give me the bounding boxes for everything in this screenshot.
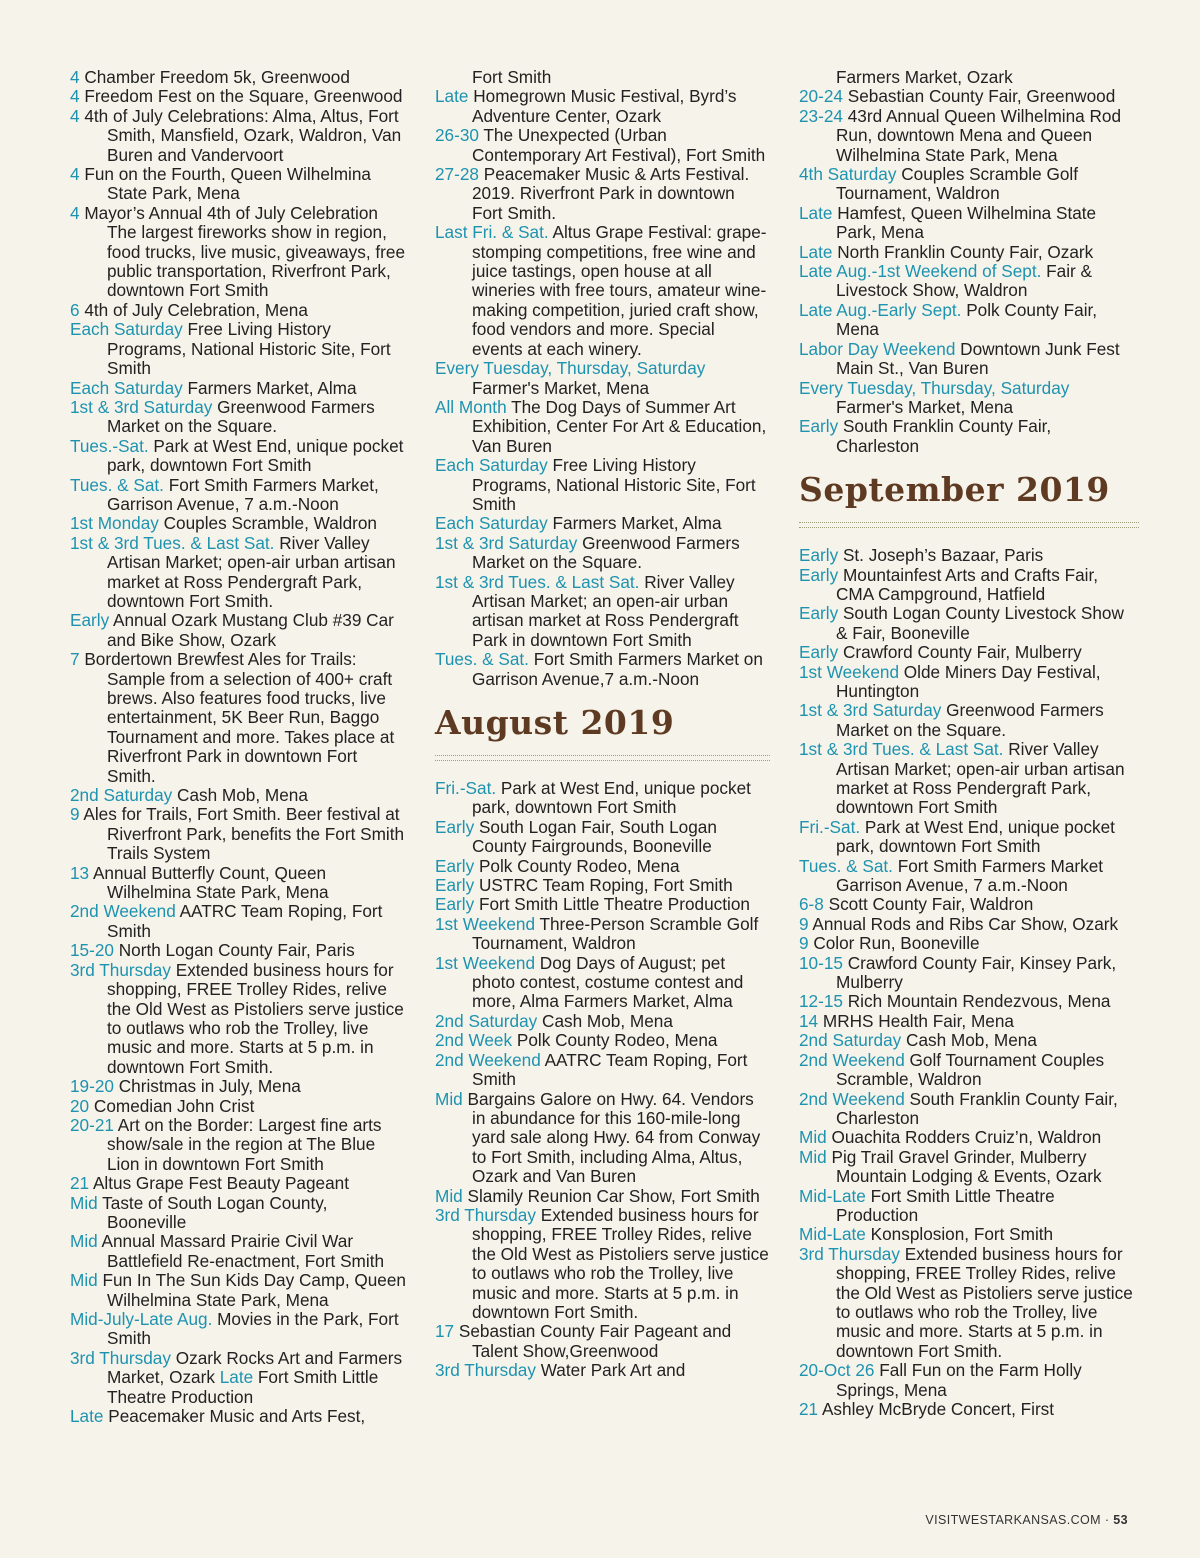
event-description: Color Run, Booneville [808, 933, 980, 954]
event-entry [435, 534, 770, 573]
event-description: Fun In The Sun Kids Day Camp, Queen Wilhelmina State Park, Mena [97, 1270, 406, 1310]
event-date: Mid [799, 1146, 827, 1167]
event-date: 27-28 [435, 164, 479, 185]
event-description: Comedian John Crist [89, 1095, 255, 1116]
event-entry [799, 915, 1139, 934]
event-entry [70, 301, 410, 320]
event-description: Farmers Market, Alma [182, 377, 357, 398]
event-entry [799, 857, 1139, 896]
event-description: Fall Fun on the Farm Holly Springs, Mena [836, 1360, 1082, 1400]
event-description: Park at West End, unique pocket park, downtown Fort Smith [472, 778, 751, 818]
event-entry [435, 1051, 770, 1090]
event-description: The Dog Days of Summer Art Exhibition, Center For Art & Education, Van Buren [472, 396, 767, 456]
event-entry [799, 1148, 1139, 1187]
event-description: AATRC Team Roping, Fort Smith [472, 1049, 748, 1090]
event-entry [435, 1361, 770, 1380]
event-description: Crawford County Fair, Mulberry [838, 642, 1082, 663]
event-date: 4th Saturday [799, 164, 897, 185]
event-date: 1st Weekend [799, 661, 900, 682]
event-entry [799, 262, 1139, 301]
event-date: Every Tuesday, Thursday, Saturday [799, 377, 1070, 398]
event-entry [799, 204, 1139, 243]
event-description: Greenwood Farmers Market on the Square. [107, 396, 375, 437]
event-date: 3rd Thursday [70, 959, 171, 980]
event-description: River Valley Artisan Market; open-air urban artisan market at Ross Pendergraft Park, downtown Fort Smith. [107, 532, 396, 611]
event-description: Fort Smith Farmers Market Garrison Avenue, 7 a.m.-Noon [836, 855, 1104, 896]
event-date: 19-20 [70, 1076, 114, 1097]
event-description: River Valley Artisan Market; open-air urban artisan market at Ross Pendergraft Park, downtown Fort Smith [836, 739, 1125, 818]
event-date: Mid-July-Late Aug. [70, 1309, 213, 1329]
event-entry [70, 514, 410, 533]
event-entry [799, 1051, 1139, 1090]
event-date: 1st Weekend [435, 952, 536, 973]
event-description: Fort Smith Farmers Market, Garrison Avenue, 7 a.m.-Noon [107, 474, 379, 514]
event-date: 20 [70, 1095, 90, 1116]
event-description: Park at West End, unique pocket park, downtown Fort Smith [836, 816, 1115, 857]
event-entry [70, 534, 410, 612]
event-description: MRHS Health Fair, Mena [818, 1010, 1014, 1031]
event-description: Couples Scramble, Waldron [158, 513, 377, 534]
event-entry [70, 1407, 410, 1426]
event-date: 9 [799, 933, 809, 954]
event-date: 26-30 [435, 125, 479, 146]
event-date: 6-8 [799, 894, 824, 915]
event-description: Bargains Galore on Hwy. 64. Vendors in abundance for this 160-mile-long yard sale along Hwy. 64 from Conway to Fort Smith, including Alma, Altus, Ozark and Van Buren [462, 1088, 761, 1187]
event-entry [70, 941, 410, 960]
event-description: Greenwood Farmers Market on the Square. [836, 700, 1104, 740]
event-date: Early [435, 894, 475, 915]
event-description: Farmers Market, Alma [547, 513, 722, 534]
event-entry [435, 87, 770, 126]
event-description: Extended business hours for shopping, FREE Trolley Rides, relive the Old West as Pistoliers serve justice to outlaws who rob the Trolley, live music and more. Starts at 5 p.m. in downtown Fort Smith. [472, 1204, 769, 1322]
event-description: Golf Tournament Couples Scramble, Waldron [836, 1049, 1105, 1090]
event-description: Rich Mountain Rendezvous, Mena [842, 991, 1111, 1012]
event-description: Polk County Rodeo, Mena [512, 1030, 718, 1051]
event-description: Altus Grape Festival: grape-stomping competitions, free wine and juice tastings, open house at all wineries with free tours, amateur wine-making competition, juried craft show, food vendors and more. Special events at each winery. [472, 222, 767, 359]
event-description: 4th of July Celebrations: Alma, Altus, Fort Smith, Mansfield, Ozark, Waldron, Van Buren and Vandervoort [79, 105, 402, 165]
event-entry [799, 1128, 1139, 1147]
event-entry [70, 1232, 410, 1271]
event-description: South Logan Fair, South Logan County Fairgrounds, Booneville [472, 816, 717, 857]
event-date: Late Aug.-Early Sept. [799, 299, 962, 320]
event-entry [799, 954, 1139, 993]
event-entry [435, 126, 770, 165]
event-description: Bordertown Brewfest Ales for Trails: Sample from a selection of 400+ craft brews. Also features food trucks, live entertainment, 5K Beer Run, Baggo Tournament and more. Takes place at Riverfront Park in downtown Fort Smith. [79, 649, 395, 786]
event-description: Water Park Art and [535, 1360, 686, 1381]
event-entry [70, 437, 410, 476]
event-date: 1st & 3rd Saturday [70, 396, 213, 417]
event-date: 7 [70, 649, 80, 670]
event-entry [799, 165, 1139, 204]
event-date: 4 [70, 164, 80, 185]
page-number: 53 [1113, 1513, 1128, 1527]
event-date: 1st Weekend [435, 913, 536, 934]
event-date: 23-24 [799, 105, 843, 126]
event-entry [799, 604, 1139, 643]
event-description: Annual Massard Prairie Civil War Battlefield Re-enactment, Fort Smith [97, 1231, 385, 1271]
event-date: Mid [70, 1192, 98, 1213]
event-description: Sebastian County Fair Pageant and Talent Show,Greenwood [454, 1321, 732, 1361]
event-date: Early [435, 816, 475, 837]
event-description: Annual Rods and Ribs Car Show, Ozark [808, 913, 1119, 934]
event-entry [70, 1271, 410, 1310]
event-description: North Franklin County Fair, Ozark [832, 241, 1094, 262]
event-entry [435, 1012, 770, 1031]
event-date: Early [70, 610, 110, 631]
event-entry [435, 818, 770, 857]
event-description: St. Joseph’s Bazaar, Paris [838, 545, 1044, 566]
event-description: Mayor’s Annual 4th of July Celebration The largest fireworks show in region, food trucks, live music, giveaways, free public transportation, Riverfront Park, downtown Fort Smith [79, 202, 406, 301]
event-date: Each Saturday [435, 513, 548, 534]
event-date: 15-20 [70, 940, 114, 961]
event-date: 3rd Thursday [799, 1243, 900, 1264]
event-date: 1st Monday [70, 513, 159, 534]
event-description: Downtown Junk Fest Main St., Van Buren [836, 338, 1120, 379]
event-date: Late [219, 1367, 254, 1388]
event-description: Free Living History Programs, National Historic Site, Fort Smith [107, 319, 391, 379]
event-entry [70, 1349, 410, 1407]
event-date: Early [799, 642, 839, 663]
event-description: Crawford County Fair, Kinsey Park, Mulberry [836, 952, 1117, 993]
month-section-header [435, 705, 770, 761]
event-entry [70, 864, 410, 903]
event-description: Free Living History Programs, National Historic Site, Fort Smith [472, 455, 756, 514]
event-date: 21 [70, 1173, 90, 1194]
event-date: Early [799, 564, 839, 585]
event-description: South Logan County Livestock Show & Fair, Booneville [836, 603, 1124, 643]
event-date: 20-24 [799, 86, 843, 107]
event-entry [435, 223, 770, 359]
event-entry [799, 1245, 1139, 1361]
event-date: Early [799, 545, 839, 566]
event-date: 4 [70, 67, 80, 87]
event-description: Extended business hours for shopping, FREE Trolley Rides, relive the Old West as Pistoliers serve justice to outlaws who rob the Trolley, live music and more. Starts at 5 p.m. in downtown Fort Smith. [107, 959, 404, 1077]
event-entry [799, 1090, 1139, 1129]
event-description: Ales for Trails, Fort Smith. Beer festival at Riverfront Park, benefits the Fort Smith Trails System [79, 804, 405, 864]
event-description: AATRC Team Roping, Fort Smith [107, 901, 383, 941]
footer-site: VISITWESTARKANSAS.COM [925, 1513, 1101, 1527]
event-entry [799, 87, 1139, 106]
event-date: 1st & 3rd Tues. & Last Sat. [70, 532, 275, 553]
event-date: 3rd Thursday [435, 1360, 536, 1381]
event-date: Late Aug.-1st Weekend of Sept. [799, 261, 1042, 282]
event-description: Three-Person Scramble Golf Tournament, Waldron [472, 913, 759, 954]
event-date: 9 [70, 804, 80, 825]
event-date: Mid [70, 1231, 98, 1252]
event-entry [435, 1206, 770, 1322]
event-date: 1st & 3rd Saturday [799, 700, 942, 721]
event-date: 2nd Saturday [435, 1010, 538, 1031]
event-entry [70, 786, 410, 805]
event-entry [435, 1090, 770, 1187]
event-date: 9 [799, 913, 809, 934]
event-description: Polk County Rodeo, Mena [474, 855, 680, 876]
event-entry [435, 915, 770, 954]
event-entry [799, 1012, 1139, 1031]
event-date: 20-Oct 26 [799, 1360, 875, 1381]
event-date: 3rd Thursday [70, 1347, 171, 1368]
event-entry [70, 204, 410, 301]
continued-entry-text: Farmers Market, Ozark [836, 67, 1013, 87]
event-description: Fort Smith Little Theatre Production [474, 894, 750, 915]
event-entry [435, 1322, 770, 1361]
month-heading: August 2019 [435, 703, 675, 742]
event-date: 12-15 [799, 991, 843, 1012]
event-description: 4th of July Celebration, Mena [79, 299, 308, 320]
event-entry [70, 650, 410, 786]
event-entry [799, 701, 1139, 740]
event-description: Polk County Fair, Mena [836, 299, 1098, 340]
event-entry [799, 107, 1139, 165]
event-entry [70, 165, 410, 204]
event-date: Late [799, 241, 833, 262]
event-date: 21 [799, 1399, 819, 1419]
event-entry [799, 895, 1139, 914]
event-entry [799, 934, 1139, 953]
event-date: All Month [435, 396, 507, 417]
event-date: 2nd Weekend [799, 1088, 905, 1109]
event-description: Annual Ozark Mustang Club #39 Car and Bike Show, Ozark [107, 610, 394, 650]
event-description: Christmas in July, Mena [113, 1076, 301, 1097]
event-entry [435, 779, 770, 818]
event-entry [435, 398, 770, 456]
event-entry [70, 961, 410, 1077]
event-entry [70, 1097, 410, 1116]
event-entry [435, 1031, 770, 1050]
event-date: 17 [435, 1321, 455, 1342]
event-description: Fair & Livestock Show, Waldron [836, 261, 1093, 301]
event-date: 2nd Saturday [799, 1030, 902, 1051]
event-description: Chamber Freedom 5k, Greenwood [79, 67, 350, 87]
event-date: 6 [70, 299, 80, 320]
event-entry [799, 1031, 1139, 1050]
event-date: Mid [70, 1270, 98, 1291]
event-description: 43rd Annual Queen Wilhelmina Rod Run, downtown Mena and Queen Wilhelmina State Park, Mena [836, 105, 1121, 165]
event-entry [799, 340, 1139, 379]
event-description: Fort Smith Little Theatre Production [107, 1367, 379, 1407]
event-date: Every Tuesday, Thursday, Saturday [435, 358, 706, 379]
event-description: Altus Grape Fest Beauty Pageant [89, 1173, 350, 1194]
event-description: Cash Mob, Mena [901, 1030, 1037, 1051]
events-column-3 [799, 68, 1139, 1419]
event-entry [799, 243, 1139, 262]
event-date: Each Saturday [70, 319, 183, 340]
event-date: 4 [70, 202, 80, 223]
event-entry [799, 379, 1139, 418]
event-entry [799, 301, 1139, 340]
event-date: Late [799, 202, 833, 223]
event-description: Farmer's Market, Mena [472, 377, 650, 398]
event-entry [435, 514, 770, 533]
event-description: Couples Scramble Golf Tournament, Waldron [836, 164, 1078, 204]
event-entry [435, 573, 770, 651]
event-description: Mountainfest Arts and Crafts Fair, CMA Campground, Hatfield [836, 564, 1099, 604]
event-entry [435, 359, 770, 398]
event-entry [70, 87, 410, 106]
event-description: Art on the Border: Largest fine arts show/sale in the region at The Blue Lion in downtown Fort Smith [107, 1114, 382, 1174]
event-date: Last Fri. & Sat. [435, 222, 549, 243]
event-entry [70, 902, 410, 941]
event-date: Tues. & Sat. [70, 474, 164, 495]
event-date: 1st & 3rd Saturday [435, 532, 578, 553]
event-entry [70, 1194, 410, 1233]
event-description: Peacemaker Music & Arts Festival. 2019. Riverfront Park in downtown Fort Smith. [472, 164, 750, 223]
event-date: Early [435, 855, 475, 876]
event-date: 4 [70, 105, 80, 126]
event-entry [435, 857, 770, 876]
event-description: USTRC Team Roping, Fort Smith [474, 875, 733, 896]
event-description: Farmer's Market, Mena [836, 396, 1014, 417]
event-entry [799, 566, 1139, 605]
event-description: Peacemaker Music and Arts Fest, [103, 1406, 366, 1427]
event-date: 1st & 3rd Tues. & Last Sat. [435, 571, 640, 592]
event-entry [799, 1225, 1139, 1244]
event-date: Mid [435, 1185, 463, 1206]
event-entry [70, 1310, 410, 1349]
event-entry [70, 611, 410, 650]
event-entry [799, 643, 1139, 662]
event-entry [70, 476, 410, 515]
event-date: Each Saturday [435, 455, 548, 476]
event-date: Tues.-Sat. [70, 435, 149, 456]
event-date: Mid-Late [799, 1185, 866, 1206]
event-entry [799, 818, 1139, 857]
event-description: Movies in the Park, Fort Smith [107, 1309, 399, 1349]
event-description: Extended business hours for shopping, FREE Trolley Rides, relive the Old West as Pistoliers serve justice to outlaws who rob the Trolley, live music and more. Starts at 5 p.m. in downtown Fort Smith. [836, 1243, 1133, 1361]
event-description: The Unexpected (Urban Contemporary Art Festival), Fort Smith [472, 125, 766, 165]
event-description: Freedom Fest on the Square, Greenwood [79, 86, 403, 107]
event-entry [799, 1361, 1139, 1400]
event-entry [70, 107, 410, 165]
footer-separator: · [1100, 1513, 1114, 1527]
event-description: Homegrown Music Festival, Byrd’s Adventure Center, Ozark [468, 86, 737, 126]
heading-divider [799, 522, 1139, 528]
event-date: 10-15 [799, 952, 843, 973]
event-description: Olde Miners Day Festival, Huntington [836, 661, 1101, 701]
event-date: Late [435, 86, 469, 107]
event-description: River Valley Artisan Market; an open-air urban artisan market at Ross Pendergraft Park in downtown Fort Smith [472, 571, 739, 650]
event-date: Tues. & Sat. [799, 855, 893, 876]
event-description: Greenwood Farmers Market on the Square. [472, 532, 740, 573]
event-description: Hamfest, Queen Wilhelmina State Park, Mena [832, 202, 1097, 243]
event-description: Annual Butterfly Count, Queen Wilhelmina State Park, Mena [89, 862, 329, 903]
event-description: Cash Mob, Mena [172, 785, 308, 806]
event-description: Fort Smith Farmers Market on Garrison Avenue,7 a.m.-Noon [472, 649, 763, 689]
event-date: Early [799, 416, 839, 437]
event-entry [435, 456, 770, 514]
event-date: 2nd Weekend [799, 1049, 905, 1070]
event-entry [70, 379, 410, 398]
event-entry [70, 1116, 410, 1174]
event-date: Mid [435, 1088, 463, 1109]
event-date: Mid-Late [799, 1224, 866, 1245]
event-description: Slamily Reunion Car Show, Fort Smith [462, 1185, 760, 1206]
event-entry [435, 650, 770, 689]
event-description: Park at West End, unique pocket park, downtown Fort Smith [107, 435, 404, 476]
event-description: Taste of South Logan County, Booneville [97, 1192, 328, 1232]
event-date: 4 [70, 86, 80, 107]
event-description: North Logan County Fair, Paris [113, 940, 355, 961]
event-date: 1st & 3rd Tues. & Last Sat. [799, 739, 1004, 760]
event-description: Dog Days of August; pet photo contest, costume contest and more, Alma Farmers Market, Alma [472, 952, 744, 1012]
event-entry [799, 663, 1139, 702]
event-entry [799, 992, 1139, 1011]
event-entry [70, 1174, 410, 1193]
event-entry [70, 805, 410, 863]
month-section-header [799, 472, 1139, 528]
event-entry [799, 546, 1139, 565]
continued-entry-text: Fort Smith [472, 67, 552, 87]
heading-divider [435, 755, 770, 761]
event-date: Early [435, 875, 475, 896]
event-date: Labor Day Weekend [799, 338, 956, 359]
event-date: Late [70, 1406, 104, 1427]
event-date: Each Saturday [70, 377, 183, 398]
event-date: 20-21 [70, 1114, 114, 1135]
event-description: South Franklin County Fair, Charleston [836, 416, 1052, 456]
page-footer [925, 1513, 1128, 1527]
event-entry [70, 398, 410, 437]
event-description: Pig Trail Gravel Grinder, Mulberry Mountain Lodging & Events, Ozark [826, 1146, 1102, 1187]
events-column-1 [70, 68, 410, 1426]
event-entry [70, 68, 410, 87]
event-date: 2nd Weekend [435, 1049, 541, 1070]
event-description: Ozark Rocks Art and Farmers Market, Ozark [107, 1347, 403, 1388]
event-entry [435, 1187, 770, 1206]
event-date: 2nd Week [435, 1030, 513, 1051]
event-date: Tues. & Sat. [435, 649, 529, 670]
event-description: Ashley McBryde Concert, First [818, 1399, 1055, 1419]
event-description: Sebastian County Fair, Greenwood [842, 86, 1116, 107]
event-date: Mid [799, 1127, 827, 1148]
event-entry [435, 165, 770, 223]
event-date: 2nd Weekend [70, 901, 176, 922]
events-column-2 [435, 68, 770, 1381]
event-description: Scott County Fair, Waldron [823, 894, 1034, 915]
event-description: Fun on the Fourth, Queen Wilhelmina State Park, Mena [79, 164, 371, 204]
month-heading: September 2019 [799, 470, 1110, 510]
event-date: Fri.-Sat. [799, 816, 861, 837]
event-date: 14 [799, 1010, 819, 1031]
event-entry [435, 895, 770, 914]
event-description: Konsplosion, Fort Smith [865, 1224, 1054, 1245]
event-description: South Franklin County Fair, Charleston [836, 1088, 1118, 1128]
event-date: Early [799, 603, 839, 624]
event-entry [70, 1077, 410, 1096]
event-entry [435, 954, 770, 1012]
event-date: Fri.-Sat. [435, 778, 497, 798]
event-entry [799, 740, 1139, 818]
event-entry [435, 876, 770, 895]
event-entry [799, 1187, 1139, 1226]
event-description: Ouachita Rodders Cruiz’n, Waldron [826, 1127, 1102, 1148]
event-entry [799, 417, 1139, 456]
event-date: 13 [70, 862, 90, 883]
event-date: 3rd Thursday [435, 1204, 536, 1225]
event-entry [799, 1400, 1139, 1419]
event-entry [70, 320, 410, 378]
event-date: 2nd Saturday [70, 785, 173, 806]
event-description: Cash Mob, Mena [537, 1010, 673, 1031]
event-description: Fort Smith Little Theatre Production [836, 1185, 1055, 1225]
